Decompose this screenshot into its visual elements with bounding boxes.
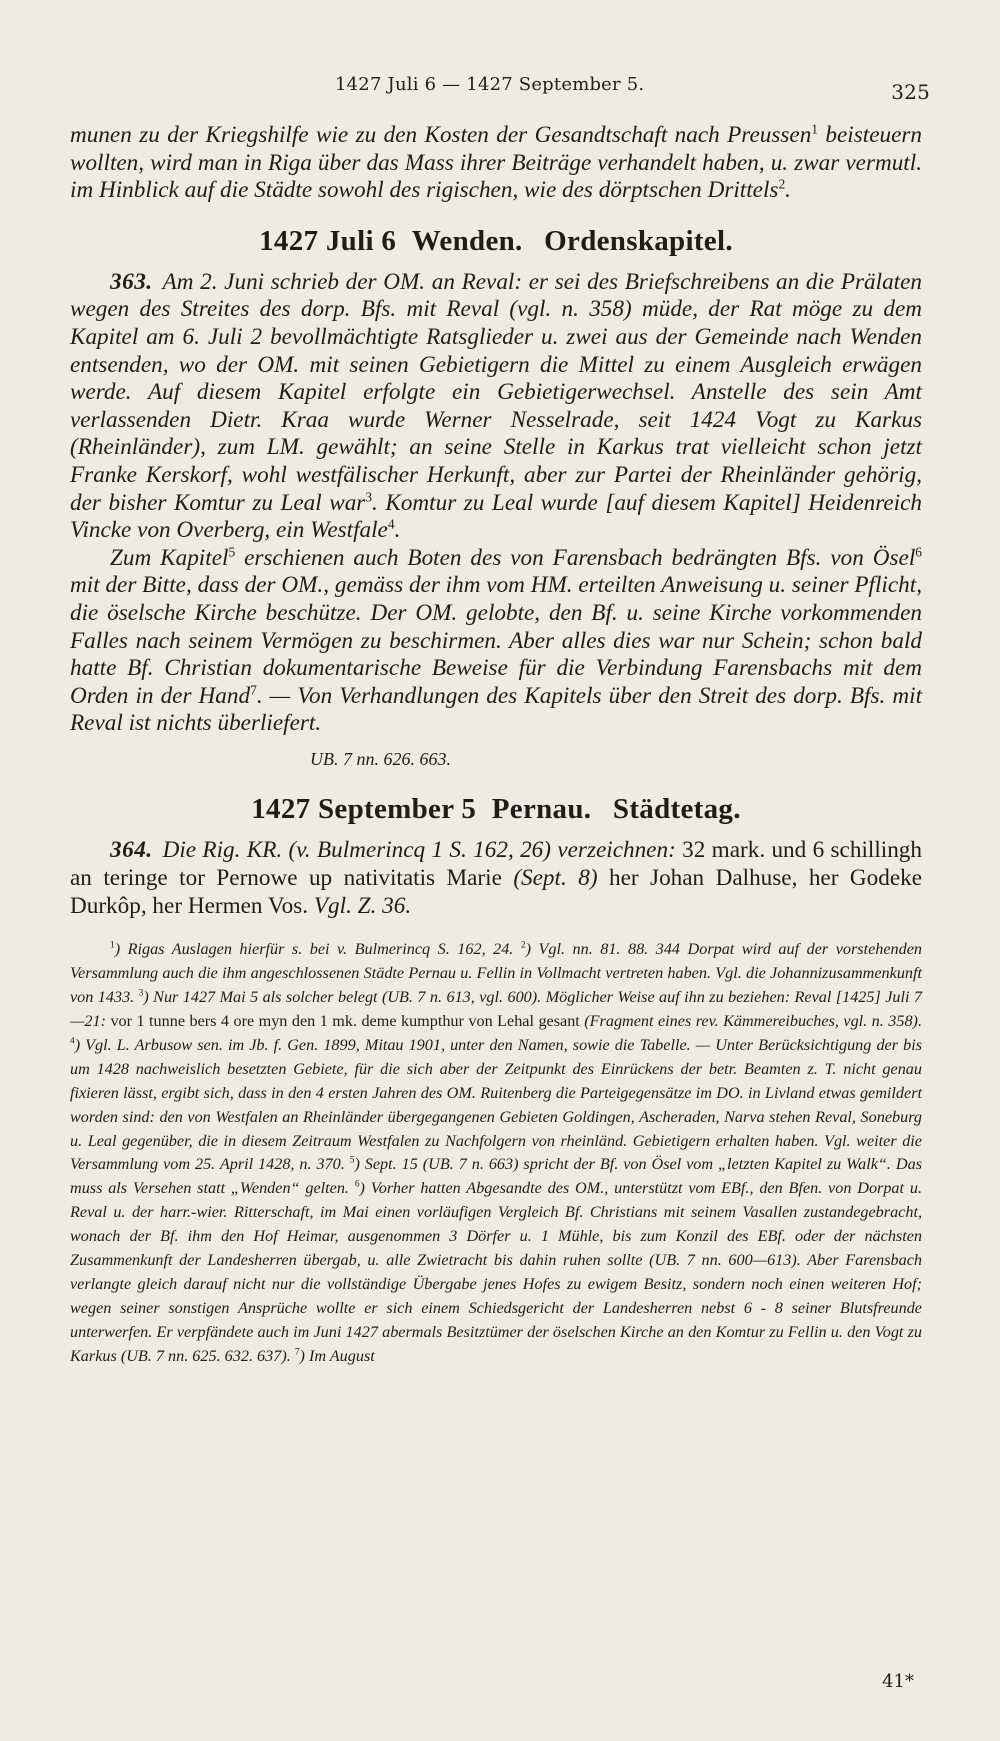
footnote-number: 2 bbox=[520, 940, 526, 951]
entry-363-number: 363. bbox=[110, 268, 153, 295]
entry-364-text: Die Rig. KR. (v. Bulmerincq 1 S. 162, 26) verzeichnen: bbox=[162, 837, 676, 864]
footnote-number: 6 bbox=[354, 1179, 360, 1190]
signature-mark: 41* bbox=[882, 1671, 914, 1692]
entry-363-date: 1427 Juli 6 bbox=[259, 224, 397, 257]
entry-364-quote: her Johan Dalhuse, her Godeke Durkôp, her Hermen Vos. bbox=[70, 865, 923, 919]
footnotes bbox=[70, 938, 922, 1368]
entry-363-text: erschienen auch Boten des von Farensbach bedrängten Bfs. von Ösel bbox=[235, 544, 916, 571]
entry-364-number: 364. bbox=[110, 837, 153, 864]
page-number: 325 bbox=[891, 80, 930, 104]
entry-363-text: . — Von Verhandlungen des Kapitels über den Streit des dorp. Bfs. mit Reval ist nichts überliefert. bbox=[70, 682, 923, 737]
footnote-text: ) Vgl. L. Arbusow sen. im Jb. f. Gen. 1899, Mitau 1901, unter den Namen, sowie die Tabelle. — Unter Berücksichtigung der bis um 1428 nachweislich besetzten Gebiete, für die sich aber der Zeitpunkt des Einrückens der betr. Beamten z. T. nicht genau fixieren lässt, ergibt sich, dass in den 4 ersten Jahren des OM. Ruitenberg die Parteigegensätze im DO. in Livland etwas gemildert worden sind: den von Westfalen an Rheinländer übergegangenen Gebieten Goldingen, Ascheraden, Narva stehen Reval, Soneburg u. Leal gegenüber, die in diesem Zeitraum Westfalen zu Nachfolgern von rheinländ. Gebietigern erhalten haben. Vgl. weiter die Versammlung vom 25. April 1428, n. 370. bbox=[70, 1035, 922, 1174]
footnote-text: ) Im August bbox=[299, 1346, 375, 1365]
intro-paragraph bbox=[70, 122, 922, 205]
entry-364-text: (Sept. 8) bbox=[513, 865, 598, 892]
intro-text: munen zu der Kriegshilfe wie zu den Kosten der Gesandtschaft nach Preussen bbox=[70, 122, 812, 148]
entry-364-place: Pernau. bbox=[491, 793, 592, 826]
intro-text: beisteuern wollten, wird man in Riga über das Mass ihrer Beiträge verhandelt haben, u. zwar vermutl. im Hinblick auf die Städte sowohl des rigischen, wie des dörptschen Drittels bbox=[70, 122, 923, 204]
footnote-text: ) Vgl. nn. 81. 88. 344 Dorpat wird auf der vorstehenden Versammlung auch die ihm angeschlossenen Städte Pernau u. Fellin in Vollmacht vertreten haben. Vgl. die Johannizusammenkunft von 1433. bbox=[70, 940, 922, 1007]
footnote-number: 3 bbox=[138, 988, 144, 999]
footnote-number: 7 bbox=[294, 1347, 300, 1358]
footnote-number: 4 bbox=[70, 1036, 75, 1047]
entry-363-paragraph-2 bbox=[70, 545, 922, 738]
footnote-ref-2: 2 bbox=[778, 176, 786, 192]
entry-363-text: Am 2. Juni schrieb der OM. an Reval: er sei des Briefschreibens an die Prälaten wegen des Streites des dorp. Bfs. mit Reval (vgl. n. 358) müde, der Rat möge zu dem Kapitel am 6. Juli 2 bevollmächtigte Ratsglieder u. zwei aus der Gemeinde nach Wenden entsenden, wo der OM. mit seinen Gebietigern die Mittel zu einem Ausgleich erwägen werde. Auf diesem Kapitel erfolgte ein Gebietigerwechsel. Anstelle des sein Amt verlassenden Dietr. Kraa wurde Werner Nesselrade, seit 1424 Vogt zu Karkus (Rheinländer), zum LM. gewählt; an seine Stelle in Karkus trat vielleicht schon jetzt Franke Kerskorf, wohl westfälischer Herkunft, aber zur Partei der Rheinländer gehörig, der bisher Komtur zu Leal war bbox=[70, 268, 922, 516]
entry-364-kind: Städtetag. bbox=[612, 793, 741, 826]
book-page bbox=[70, 72, 930, 1692]
entry-363-kind: Ordenskapitel. bbox=[544, 224, 733, 257]
entry-363-text: . Komtur zu Leal wurde [auf diesem Kapitel] Heidenreich Vincke von Overberg, ein Westfale bbox=[70, 489, 922, 544]
footnote-ref-5: 5 bbox=[228, 543, 236, 559]
entry-364-date: 1427 September 5 bbox=[251, 793, 477, 826]
footnote-ref-3: 3 bbox=[365, 488, 373, 504]
footnote-text: ) Nur 1427 Mai 5 als solcher belegt (UB. 7 n. 613, vgl. 600). Möglicher Weise auf ihn zu beziehen: Reval [1425] Juli 7—21: bbox=[70, 988, 922, 1030]
entry-363-source: UB. 7 nn. 626. 663. bbox=[310, 748, 451, 769]
entry-364-paragraph bbox=[70, 837, 922, 920]
footnote-text: (Fragment eines rev. Kämmereibuches, vgl. n. 358). bbox=[584, 1011, 922, 1030]
footnote-text: ) Sept. 15 (UB. 7 n. 663) spricht der Bf. von Ösel vom „letzten Kapitel zu Walk“. Das muss als Versehen statt „Wenden“ gelten. bbox=[70, 1155, 922, 1198]
entry-364-quote: 32 mark. und 6 schillingh an teringe tor Pernowe up nativitatis Marie bbox=[70, 837, 922, 892]
running-head bbox=[70, 72, 930, 106]
footnote-ref-6: 6 bbox=[915, 543, 922, 559]
entry-364-text: Vgl. Z. 36. bbox=[313, 892, 412, 919]
entry-363-text: Zum Kapitel bbox=[110, 544, 229, 571]
entry-363-paragraph-1 bbox=[70, 269, 922, 545]
intro-text: . bbox=[785, 177, 791, 204]
footnote-ref-1: 1 bbox=[811, 121, 819, 137]
entry-363-text: . bbox=[394, 517, 401, 544]
footnote-ref-7: 7 bbox=[250, 681, 257, 697]
footnote-number: 5 bbox=[349, 1156, 355, 1167]
footnote-quote: vor 1 tunne bers 4 ore myn den 1 mk. deme kumpthur von Lehal gesant bbox=[105, 1011, 585, 1030]
footnote-text: ) Vorher hatten Abgesandte des OM., unterstützt vom EBf., den Bfen. von Dorpat u. Reval u. der harr.-wier. Ritterschaft, im Mai einen vorläufigen Vergleich Bf. Christians mit seinem Vasallen zustandegebracht, wonach der Bf. ihm den Hof Heimar, ausgenommen 3 Dörfer u. 1 Mühle, bis zum Konzil des EBf. oder der nächsten Zusammenkunft der Landesherren übergab, u. alle Zwietracht bis dahin ruhen sollte (UB. 7 nn. 600—613). Aber Farensbach verlangte gleich darauf nicht nur die vollständige Übergabe jenes Hofes zu ewigem Besitz, sondern noch einen weiteren Hof; wegen seiner sonstigen Ansprüche wollte er sich einem Schiedsgericht der Landesherren nebst 6 - 8 seiner Blutsfreunde unterwerfen. Er verpfändete auch im Juni 1427 abermals Besitztümer der öselschen Kirche an den Komtur zu Fellin u. den Vogt zu Karkus (UB. 7 nn. 625. 632. 637). bbox=[70, 1179, 922, 1365]
running-head-title: 1427 Juli 6 — 1427 September 5. bbox=[335, 74, 645, 95]
footnote-number: 1 bbox=[110, 940, 115, 951]
entry-363-place: Wenden. bbox=[411, 224, 523, 257]
entry-364-header bbox=[70, 791, 922, 827]
footnote-text: ) Rigas Auslagen hierfür s. bei v. Bulmerincq S. 162, 24. bbox=[114, 940, 514, 959]
entry-363-text: mit der Bitte, dass der OM., gemäss der ihm vom HM. erteilten Anweisung u. seiner Pflicht, die öselsche Kirche beschütze. Der OM. gelobte, den Bf. u. seine Kirche vorkommenden Falles nach seinem Vermögen zu beschirmen. Aber alles dies war nur Schein; schon bald hatte Bf. Christian dokumentarische Beweise für die Verbindung Farensbachs mit dem Orden in der Hand bbox=[70, 572, 922, 709]
footnote-ref-4: 4 bbox=[387, 516, 395, 532]
entry-363-header bbox=[70, 223, 922, 259]
